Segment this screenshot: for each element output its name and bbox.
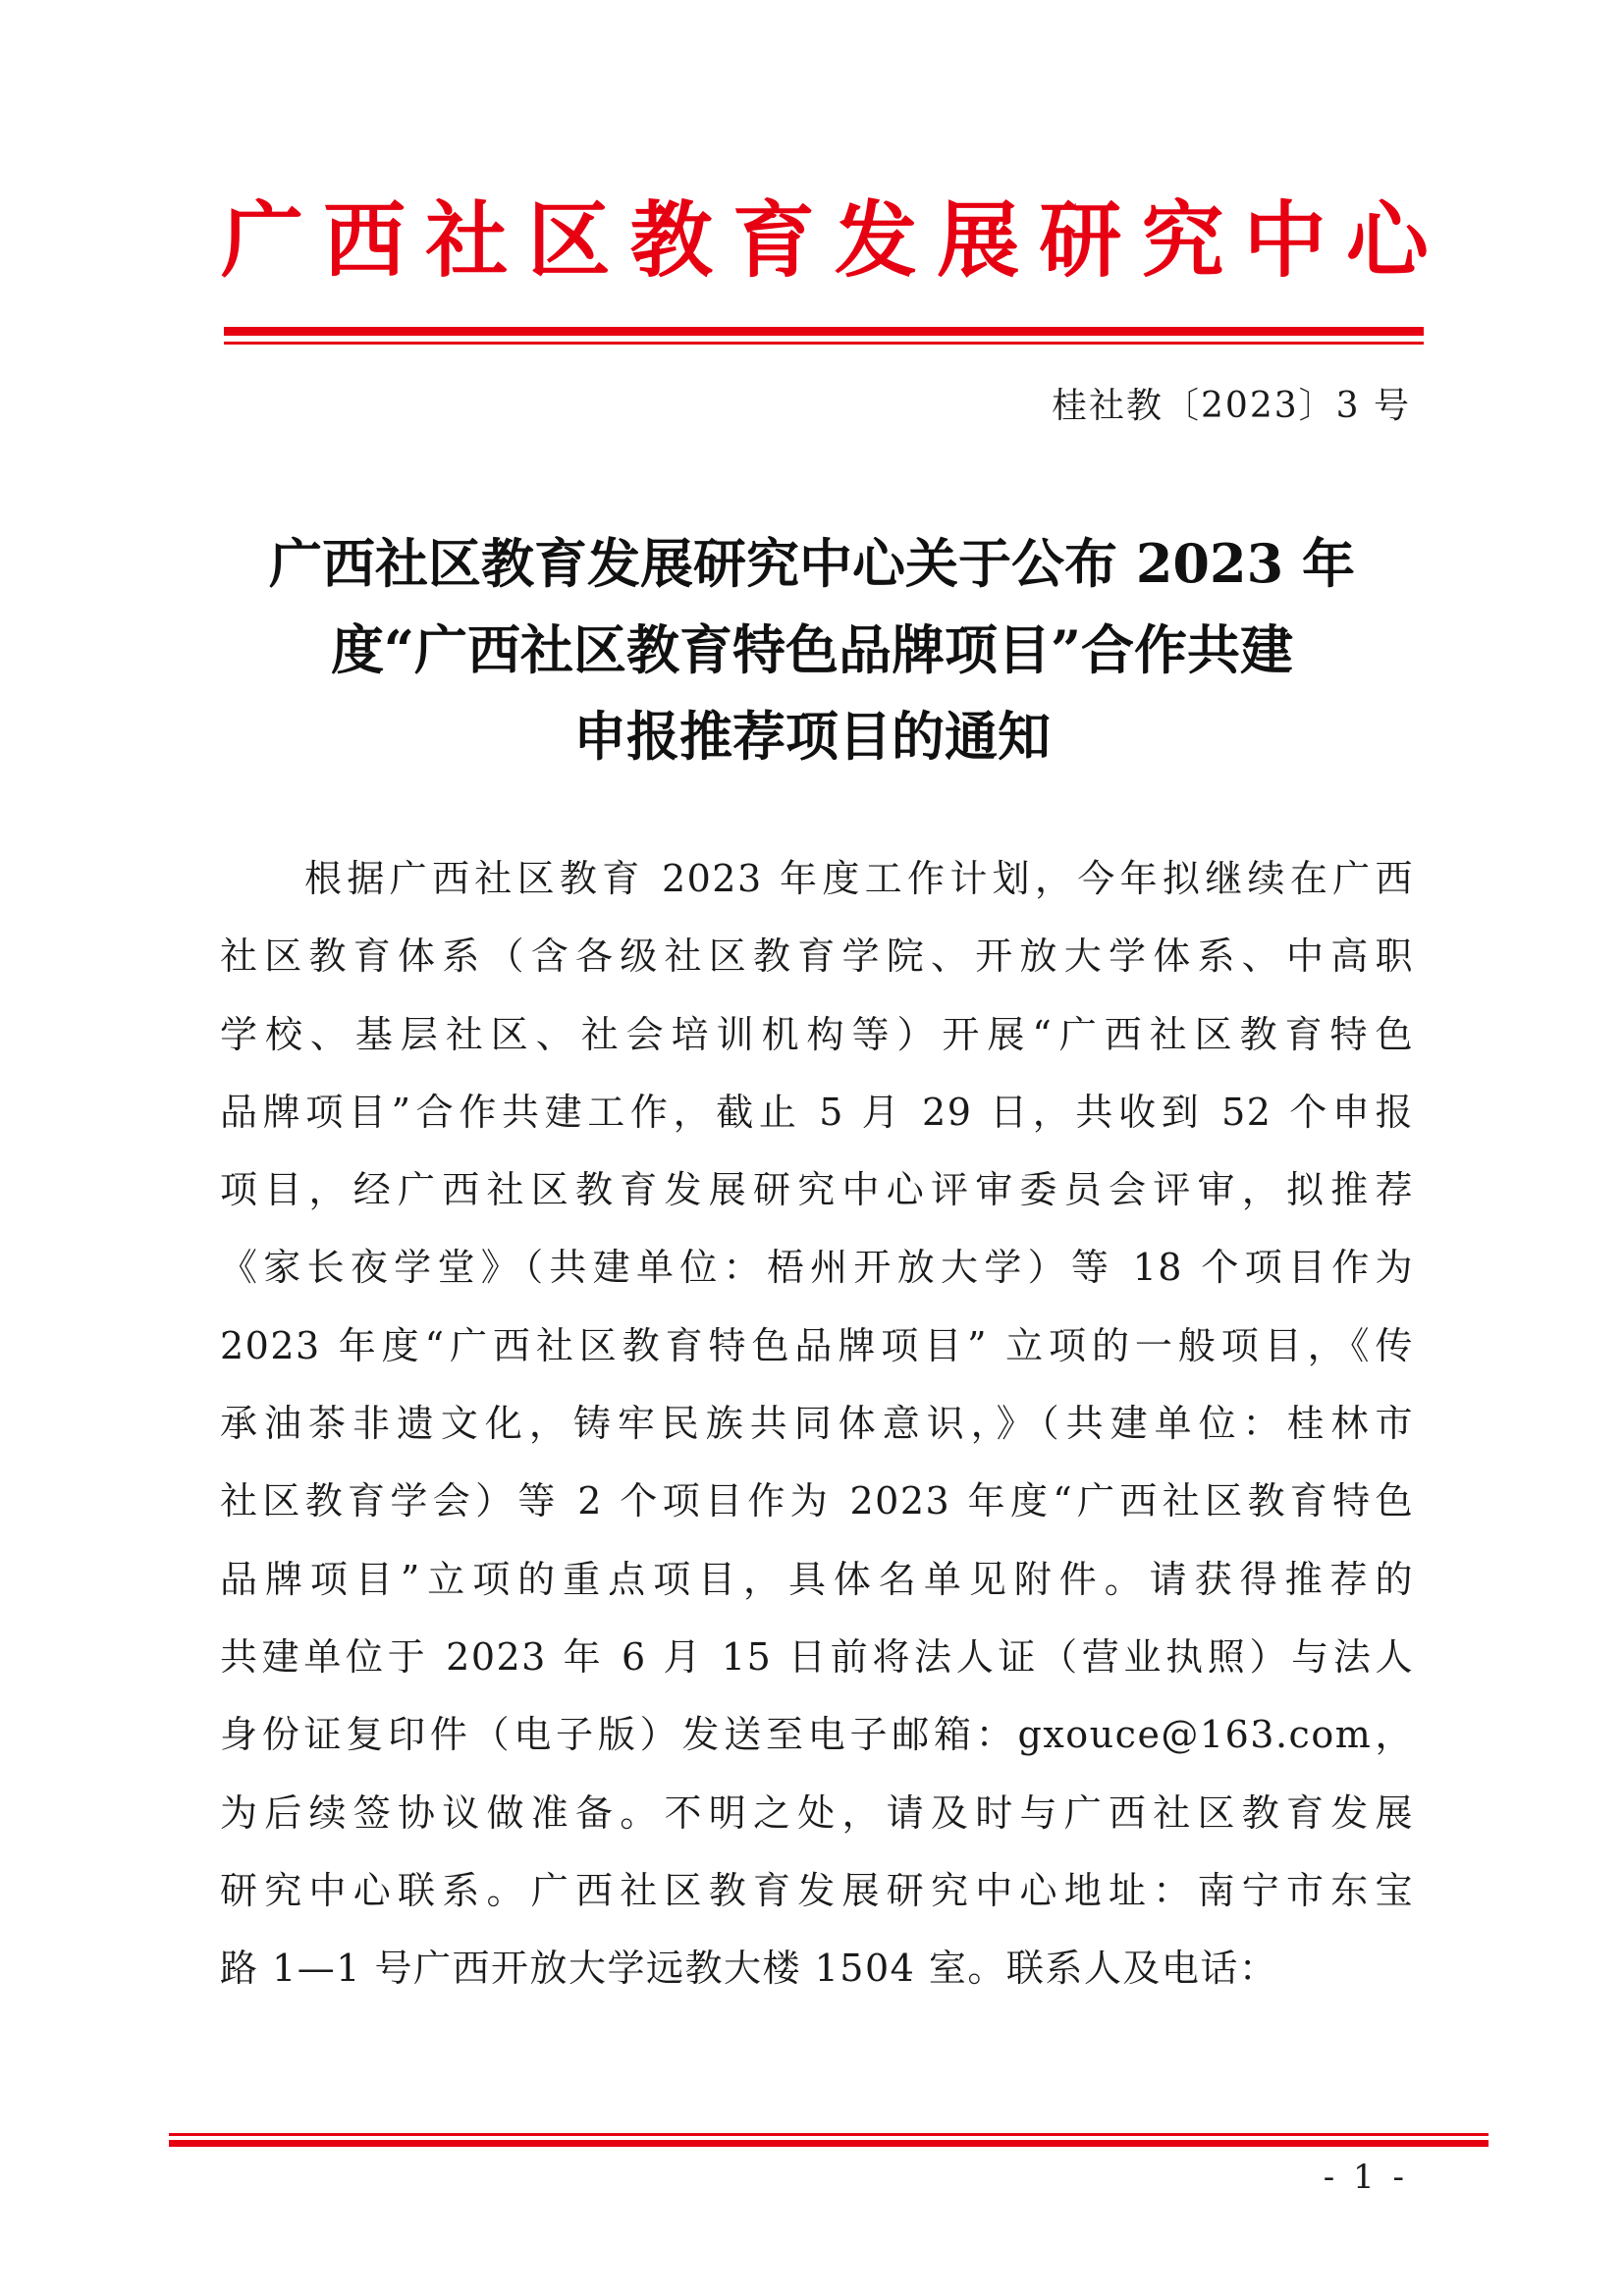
footer-divider-thin (169, 2133, 1489, 2136)
body-line: 路 1—1 号广西开放大学远教大楼 1504 室。联系人及电话： (220, 1947, 1278, 1991)
body-line: 承油茶非遗文化，铸牢民族共同体意识，》（共建单位：桂林市 (220, 1402, 1414, 1446)
masthead-char: 教 (629, 191, 713, 289)
body-paragraph (220, 840, 1414, 2007)
body-line: 学校、基层社区、社会培训机构等）开展“广西社区教育特色 (220, 1012, 1414, 1056)
masthead-org-name (221, 187, 1429, 294)
masthead-char: 西 (323, 191, 406, 289)
body-line: 社区教育学会）等 2 个项目作为 2023 年度“广西社区教育特色 (220, 1479, 1414, 1523)
masthead-divider-thick (224, 327, 1424, 336)
masthead-char: 育 (731, 191, 815, 289)
masthead-char: 中 (1243, 191, 1326, 289)
body-line: 项目，经广西社区教育发展研究中心评审委员会评审，拟推荐 (220, 1168, 1414, 1212)
document-number: 桂社教〔2023〕3 号 (1052, 386, 1411, 426)
masthead-char: 区 (527, 191, 611, 289)
masthead-char: 广 (221, 191, 304, 289)
body-line: 社区教育体系（含各级社区教育学院、开放大学体系、中高职 (220, 934, 1414, 979)
masthead-char: 心 (1345, 191, 1429, 289)
masthead-char: 究 (1141, 191, 1224, 289)
title-line: 申报推荐项目的通知 (573, 705, 1051, 768)
body-line: 为后续签协议做准备。不明之处，请及时与广西社区教育发展 (220, 1790, 1414, 1835)
body-line: 《家长夜学堂》（共建单位：梧州开放大学）等 18 个项目作为 (220, 1246, 1414, 1290)
body-line: 共建单位于 2023 年 6 月 15 日前将法人证（营业执照）与法人 (220, 1634, 1414, 1679)
masthead-char: 社 (425, 191, 509, 289)
masthead-char: 研 (1039, 191, 1122, 289)
body-line: 2023 年度“广西社区教育特色品牌项目” 立项的一般项目，《传 (220, 1323, 1414, 1367)
masthead-char: 展 (937, 191, 1020, 289)
page-number: - 1 - (1323, 2158, 1408, 2197)
footer-divider-thick (169, 2140, 1489, 2147)
title-line: 度“广西社区教育特色品牌项目”合作共建 (330, 618, 1294, 681)
body-line: 品牌项目”立项的重点项目，具体名单见附件。请获得推荐的 (220, 1557, 1414, 1601)
body-line: 研究中心联系。广西社区教育发展研究中心地址：南宁市东宝 (220, 1868, 1414, 1912)
document-title (196, 520, 1428, 779)
body-line: 根据广西社区教育 2023 年度工作计划，今年拟继续在广西 (304, 857, 1414, 900)
body-line: 品牌项目”合作共建工作，截止 5 月 29 日，共收到 52 个申报 (220, 1090, 1414, 1134)
masthead-divider-thin (224, 342, 1424, 345)
body-line: 身份证复印件（电子版）发送至电子邮箱：gxouce@163.com， (220, 1713, 1414, 1757)
masthead-char: 发 (835, 191, 918, 289)
title-line: 广西社区教育发展研究中心关于公布 2023 年 (269, 532, 1355, 595)
